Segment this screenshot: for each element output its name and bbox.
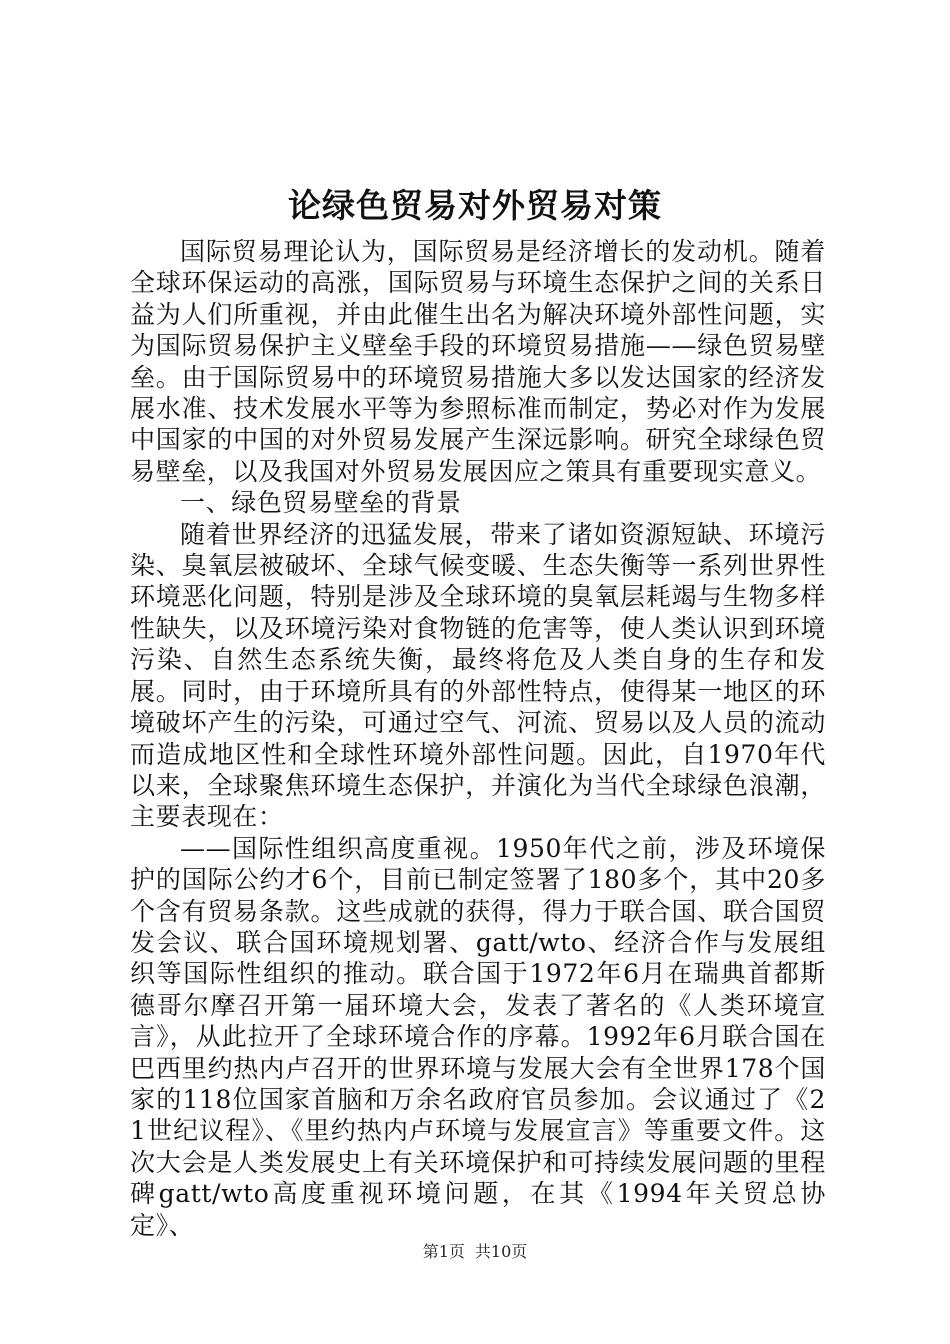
document-body xyxy=(130,236,826,1241)
page-total: 共10页 xyxy=(474,1242,528,1261)
section-heading-background: 一、绿色贸易壁垒的背景 xyxy=(180,488,462,518)
page-footer xyxy=(0,1241,950,1263)
page-number: 第1页 xyxy=(422,1242,465,1261)
document-title: 论绿色贸易对外贸易对策 xyxy=(288,186,662,225)
paragraph-background: 随着世界经济的迅猛发展，带来了诸如资源短缺、环境污染、臭氧层被破坏、全球气候变暖、生态失衡等一系列世界性环境恶化问题，特别是涉及全球环境的臭氧层耗竭与生物多样性缺失，以及环境污染对食物链的危害等，使人类认识到环境污染、自然生态系统失衡，最终将危及人类自身的生存和发展。同时，由于环境所具有的外部性特点，使得某一地区的环境破坏产生的污染，可通过空气、河流、贸易以及人员的流动而造成地区性和全球性环境外部性问题。因此，自1970年代以来，全球聚焦环境生态保护，并演化为当代全球绿色浪潮，主要表现在： xyxy=(130,519,826,832)
paragraph-international-organizations: ——国际性组织高度重视。1950年代之前，涉及环境保护的国际公约才6个，目前已制定签署了180多个，其中20多个含有贸易条款。这些成就的获得，得力于联合国、联合国贸发会议、联合国环境规划署、gatt/wto、经济合作与发展组织等国际性组织的推动。联合国于1972年6月在瑞典首都斯德哥尔摩召开第一届环境大会，发表了著名的《人类环境宣言》，从此拉开了全球环境合作的序幕。1992年6月联合国在巴西里约热内卢召开的世界环境与发展大会有全世界178个国家的118位国家首脑和万余名政府官员参加。会议通过了《21世纪议程》、《里约热内卢环境与发展宣言》等重要文件。这次大会是人类发展史上有关环境保护和可持续发展问题的里程碑gatt/wto高度重视环境问题，在其《1994年关贸总协定》、 xyxy=(130,833,826,1240)
paragraph-intro: 国际贸易理论认为，国际贸易是经济增长的发动机。随着全球环保运动的高涨，国际贸易与环境生态保护之间的关系日益为人们所重视，并由此催生出名为解决环境外部性问题，实为国际贸易保护主义壁垒手段的环境贸易措施——绿色贸易壁垒。由于国际贸易中的环境贸易措施大多以发达国家的经济发展水准、技术发展水平等为参照标准而制定，势必对作为发展中国家的中国的对外贸易发展产生深远影响。研究全球绿色贸易壁垒，以及我国对外贸易发展因应之策具有重要现实意义。 xyxy=(130,237,826,486)
